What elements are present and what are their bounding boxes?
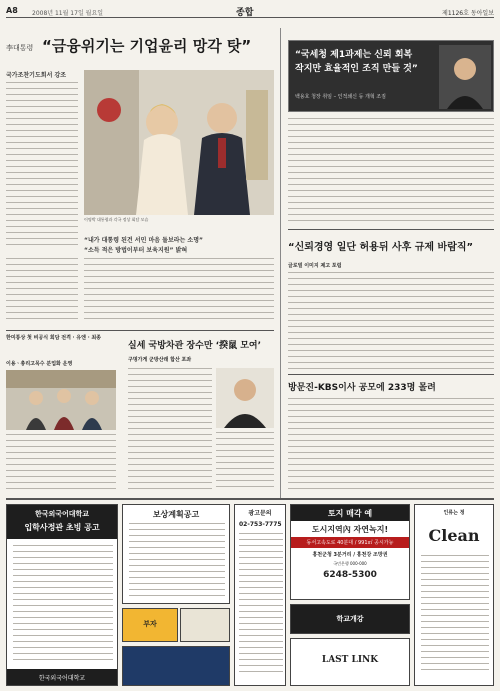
page-number: A8 — [6, 6, 18, 15]
article2-photo — [439, 45, 491, 109]
clean-ad[interactable] — [414, 504, 494, 686]
classified-ad[interactable] — [234, 504, 286, 686]
article1-text-col3 — [6, 258, 78, 328]
clean-body — [421, 555, 489, 681]
article3-subhead: 글로벌 이미지 제고 포럼 — [288, 263, 342, 269]
land-phone: 6248-5300 — [323, 570, 377, 580]
article2-headline-line2: 작지만 효율적인 조직 만들 것” — [295, 63, 418, 74]
article2-headline-line1: “국세청 제1과제는 신뢰 회복 — [295, 50, 413, 60]
article2-box — [288, 40, 494, 112]
lastlink-ad[interactable] — [290, 638, 410, 686]
lastlink-title: LAST LINK — [321, 655, 379, 665]
small-ad-1[interactable] — [180, 608, 230, 642]
article4-divider — [6, 330, 274, 331]
paper-name: 제1126호 동아일보 — [442, 10, 494, 17]
article1-quote2: “소득 적은 방법이부터 보육지원” 밝혀 — [84, 246, 188, 254]
land-bank: 국민은행 000-000 — [333, 561, 367, 566]
article5-headline: 방문진-KBS이사 공모에 233명 몰려 — [288, 383, 436, 393]
ads-divider — [6, 498, 494, 500]
article1-quotes — [84, 236, 274, 255]
land-detail: 동서고속도로 40분대 / 991㎡ 공시가능 — [291, 537, 409, 548]
article1-photo-caption: 이명박 대통령과 각국 정상 회담 모습 — [84, 217, 149, 222]
hufs-name: 한국외국어대학교 — [34, 510, 90, 518]
article4-text-left — [6, 434, 116, 494]
article1-photo — [84, 70, 274, 215]
hufs-footer: 한국외국어대학교 — [7, 669, 117, 685]
blue-ad[interactable] — [122, 646, 230, 686]
page-header — [6, 4, 494, 18]
land-title: 토지 매각 예 — [327, 509, 373, 518]
article2-text — [288, 118, 494, 226]
land-ad-header — [291, 505, 409, 521]
hufs-ad[interactable] — [6, 504, 118, 686]
article4-headline: 실세 국방차관 장수만 ‘揆鼠 모여’ — [128, 341, 262, 351]
article3-text — [288, 272, 494, 372]
land-sub: 도시지역內 자연녹지! — [311, 525, 389, 534]
hufs-title: 입학사정관 초빙 공고 — [24, 523, 100, 532]
land-ad[interactable] — [290, 504, 410, 600]
school-ad-title: 학교개강 — [336, 615, 364, 623]
article4-portrait — [216, 368, 274, 428]
hufs-ad-header — [7, 505, 117, 539]
article5-text — [288, 398, 494, 494]
article1-who: 李대통령 — [6, 44, 34, 52]
article4-small-left2: 이용ㆍ총리고목수 분업화 운영 — [6, 361, 73, 367]
land-contact: 홍천군청 3분거리 / 홍천강 조망권 — [312, 552, 388, 558]
article3-divider — [288, 229, 494, 230]
column-divider — [280, 28, 281, 498]
article3-headline: “신뢰경영 일단 허용뒤 사후 규제 바람직” — [288, 242, 474, 253]
article4-small-left1: 한미통상 첫 비공식 회담 전격 · 유엔 · 최종 — [6, 335, 102, 341]
notice-ad[interactable] — [122, 504, 230, 604]
article4-subhead: 구멍가게 군방산래 합산 포좌 — [128, 357, 192, 363]
clean-title: Clean — [428, 526, 480, 545]
hufs-ad-body — [13, 545, 113, 665]
notice-body — [129, 523, 225, 601]
article1-headline: “금융위기는 기업윤리 망각 탓” — [42, 37, 252, 55]
school-ad[interactable] — [290, 604, 410, 634]
article1-subhead: 국가조찬기도회서 강조 — [6, 72, 67, 79]
classified-title: 광고문의 — [248, 510, 272, 517]
orange-ad[interactable] — [122, 608, 178, 642]
orange-ad-label: 부자 — [143, 620, 157, 628]
issue-date: 2008년 11월 17일 월요일 — [32, 10, 104, 17]
article4-text-right — [216, 432, 274, 494]
article4-text-mid — [128, 368, 212, 494]
article5-divider — [288, 374, 494, 375]
article1-headline-block — [6, 35, 274, 65]
notice-title: 보상계획공고 — [152, 510, 200, 519]
classified-phone: 02-753-7775 — [239, 521, 282, 528]
article1-text-col2 — [84, 258, 274, 328]
article1-text-col1 — [6, 82, 78, 252]
section-title: 종합 — [236, 8, 254, 18]
article4-photo-left — [6, 370, 116, 430]
article2-headline — [295, 49, 418, 76]
classified-body — [239, 533, 283, 683]
clean-sub: 인류는 정 — [443, 510, 465, 516]
article2-byline: 백용호 청장 취임 – 인적쇄신 등 개혁 조짐 — [295, 94, 386, 100]
article1-quote1: “내가 대통령 된건 서민 마음 돌보라는 소명” — [84, 237, 203, 244]
